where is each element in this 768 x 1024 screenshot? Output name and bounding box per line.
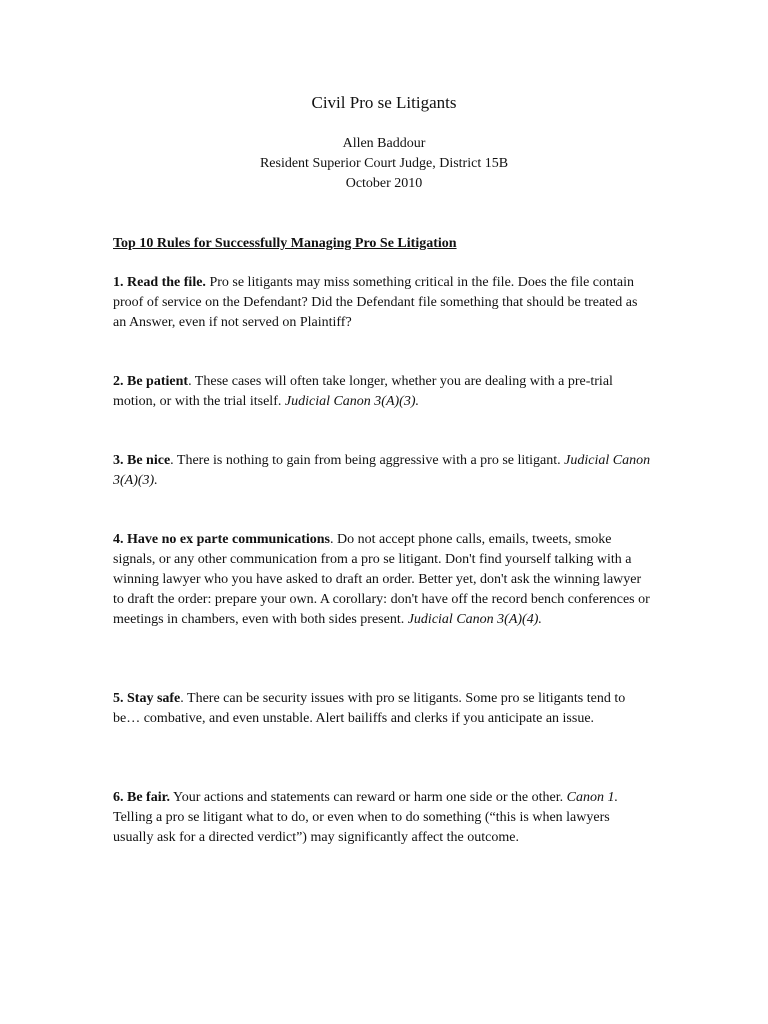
author-name: Allen Baddour — [342, 136, 426, 151]
rule-2-citation: Judicial Canon 3(A)(3). — [284, 394, 420, 409]
rule-5-text: . There can be security issues with pro se litigants. Some pro se litigants tend to be… combative, and even unstable. Alert bailiffs and clerks if you anticipate an issue. — [113, 691, 626, 726]
rule-3 — [113, 451, 653, 491]
document-title: Civil Pro se Litigants — [311, 93, 457, 112]
rule-5 — [113, 689, 653, 729]
rule-6-text: Your actions and statements can reward or harm one side or the other. — [170, 790, 567, 805]
rule-1-heading: 1. Read the file. — [113, 275, 206, 290]
rule-4 — [113, 530, 653, 630]
rule-1-text: Pro se litigants may miss something critical in the file. Does the file contain proof of service on the Defendant? Did the Defendant file something that should be treated as an Answer, even if not served on Plaintiff? — [113, 275, 638, 330]
rule-4-citation: Judicial Canon 3(A)(4). — [407, 612, 542, 627]
rule-2-text: . These cases will often take longer, whether you are dealing with a pre-trial motion, or with the trial itself. — [113, 374, 613, 409]
section-heading: Top 10 Rules for Successfully Managing Pro Se Litigation — [113, 236, 457, 251]
rule-6-heading: 6. Be fair. — [113, 790, 171, 805]
rule-3-text: . There is nothing to gain from being aggressive with a pro se litigant. — [170, 453, 565, 468]
rule-3-citation: Judicial Canon 3(A)(3). — [113, 453, 651, 488]
rule-3-heading: 3. Be nice — [113, 453, 171, 468]
rule-4-heading: 4. Have no ex parte communications — [113, 532, 330, 547]
rule-1 — [113, 273, 653, 333]
rule-4-text: . Do not accept phone calls, emails, tweets, smoke signals, or any other communication from a pro se litigant. Don't find yourself talking with a winning lawyer who you have asked to draft an order. Better yet, don't ask the winning lawyer to draft the order: prepare your own. A corollary: don't have off the record bench conferences or meetings in chambers, even with both sides present. — [113, 532, 650, 627]
rule-2 — [113, 372, 653, 412]
author-position: Resident Superior Court Judge, District 15B — [259, 156, 509, 171]
rule-2-heading: 2. Be patient — [113, 374, 189, 389]
rule-6-text-after: Telling a pro se litigant what to do, or even when to do something (“this is when lawyers usually ask for a directed verdict”) may significantly affect the outcome. — [113, 810, 610, 845]
rule-6 — [113, 788, 653, 848]
rule-5-heading: 5. Stay safe — [113, 691, 181, 706]
rule-6-citation: Canon 1. — [566, 790, 618, 805]
document-date: October 2010 — [345, 176, 423, 191]
